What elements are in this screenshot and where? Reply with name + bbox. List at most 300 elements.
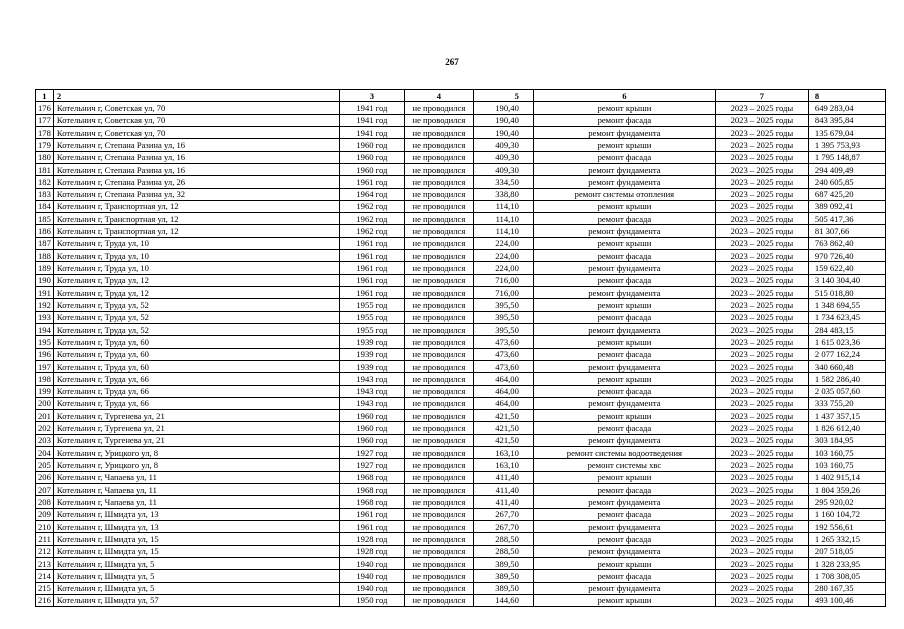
work-type-cell: ремонт системы отопления [533,188,715,200]
work-type-cell: ремонт фасада [533,274,715,286]
cost-cell: 515 018,80 [808,287,885,299]
table-row [36,557,886,569]
row-number-cell: 183 [36,188,54,200]
period-cell: 2023 – 2025 годы [715,102,808,114]
build-year-cell: 1943 год [339,397,404,409]
build-year-cell: 1939 год [339,336,404,348]
area-cell: 409,30 [473,139,533,151]
address-cell: Котельнич г, Тургенева ул, 21 [53,410,339,422]
cost-cell: 340 660,48 [808,360,885,372]
last-repair-cell: не проводился [404,200,473,212]
row-number-cell: 214 [36,570,54,582]
row-number-cell: 192 [36,299,54,311]
table-row [36,225,886,237]
last-repair-cell: не проводился [404,410,473,422]
build-year-cell: 1962 год [339,200,404,212]
cost-cell: 159 622,40 [808,262,885,274]
address-cell: Котельнич г, Шмидта ул, 5 [53,557,339,569]
address-cell: Котельнич г, Шмидта ул, 15 [53,545,339,557]
last-repair-cell: не проводился [404,533,473,545]
last-repair-cell: не проводился [404,163,473,175]
period-cell: 2023 – 2025 годы [715,360,808,372]
address-cell: Котельнич г, Советская ул, 70 [53,102,339,114]
period-cell: 2023 – 2025 годы [715,348,808,360]
area-cell: 190,40 [473,102,533,114]
last-repair-cell: не проводился [404,188,473,200]
address-cell: Котельнич г, Степана Разина ул, 26 [53,176,339,188]
row-number-cell: 188 [36,250,54,262]
area-cell: 473,60 [473,348,533,360]
build-year-cell: 1927 год [339,447,404,459]
cost-cell: 207 518,05 [808,545,885,557]
table-row [36,471,886,483]
cost-cell: 1 348 694,55 [808,299,885,311]
build-year-cell: 1943 год [339,373,404,385]
last-repair-cell: не проводился [404,385,473,397]
period-cell: 2023 – 2025 годы [715,213,808,225]
address-cell: Котельнич г, Труда ул, 10 [53,237,339,249]
area-cell: 389,50 [473,570,533,582]
cost-cell: 505 417,36 [808,213,885,225]
area-cell: 114,10 [473,213,533,225]
area-cell: 163,10 [473,447,533,459]
period-cell: 2023 – 2025 годы [715,126,808,138]
build-year-cell: 1960 год [339,139,404,151]
cost-cell: 2 035 057,60 [808,385,885,397]
period-cell: 2023 – 2025 годы [715,582,808,594]
row-number-cell: 201 [36,410,54,422]
cost-cell: 295 920,02 [808,496,885,508]
build-year-cell: 1928 год [339,533,404,545]
last-repair-cell: не проводился [404,176,473,188]
cost-cell: 1 395 753,93 [808,139,885,151]
area-cell: 190,40 [473,126,533,138]
build-year-cell: 1960 год [339,422,404,434]
cost-cell: 192 556,61 [808,520,885,532]
period-cell: 2023 – 2025 годы [715,250,808,262]
row-number-cell: 179 [36,139,54,151]
row-number-cell: 215 [36,582,54,594]
row-number-cell: 185 [36,213,54,225]
cost-cell: 1 328 233,95 [808,557,885,569]
last-repair-cell: не проводился [404,126,473,138]
area-cell: 395,50 [473,311,533,323]
period-cell: 2023 – 2025 годы [715,262,808,274]
cost-cell: 284 483,15 [808,323,885,335]
work-type-cell: ремонт фундамента [533,360,715,372]
last-repair-cell: не проводился [404,520,473,532]
build-year-cell: 1960 год [339,163,404,175]
build-year-cell: 1928 год [339,545,404,557]
cost-cell: 687 425,20 [808,188,885,200]
row-number-cell: 209 [36,508,54,520]
address-cell: Котельнич г, Шмидта ул, 13 [53,520,339,532]
row-number-cell: 202 [36,422,54,434]
area-cell: 411,40 [473,471,533,483]
build-year-cell: 1940 год [339,570,404,582]
area-cell: 464,00 [473,397,533,409]
work-type-cell: ремонт крыши [533,471,715,483]
cost-cell: 1 826 612,40 [808,422,885,434]
repair-schedule-table [35,89,886,607]
period-cell: 2023 – 2025 годы [715,237,808,249]
cost-cell: 493 100,46 [808,594,885,606]
last-repair-cell: не проводился [404,594,473,606]
last-repair-cell: не проводился [404,323,473,335]
row-number-cell: 195 [36,336,54,348]
work-type-cell: ремонт фундамента [533,520,715,532]
address-cell: Котельнич г, Труда ул, 10 [53,250,339,262]
cost-cell: 649 283,04 [808,102,885,114]
build-year-cell: 1950 год [339,594,404,606]
work-type-cell: ремонт фасада [533,484,715,496]
area-cell: 338,80 [473,188,533,200]
period-cell: 2023 – 2025 годы [715,471,808,483]
address-cell: Котельнич г, Шмидта ул, 5 [53,582,339,594]
build-year-cell: 1960 год [339,434,404,446]
row-number-cell: 187 [36,237,54,249]
address-cell: Котельнич г, Шмидта ул, 5 [53,570,339,582]
cost-cell: 81 307,66 [808,225,885,237]
work-type-cell: ремонт фасада [533,385,715,397]
period-cell: 2023 – 2025 годы [715,496,808,508]
period-cell: 2023 – 2025 годы [715,299,808,311]
table-row [36,348,886,360]
header-col-6: 6 [533,90,715,102]
cost-cell: 843 395,84 [808,114,885,126]
work-type-cell: ремонт фасада [533,348,715,360]
period-cell: 2023 – 2025 годы [715,274,808,286]
build-year-cell: 1939 год [339,348,404,360]
table-row [36,188,886,200]
row-number-cell: 206 [36,471,54,483]
work-type-cell: ремонт фундамента [533,545,715,557]
area-cell: 288,50 [473,533,533,545]
row-number-cell: 199 [36,385,54,397]
period-cell: 2023 – 2025 годы [715,139,808,151]
period-cell: 2023 – 2025 годы [715,287,808,299]
work-type-cell: ремонт фундамента [533,176,715,188]
row-number-cell: 177 [36,114,54,126]
table-row [36,250,886,262]
area-cell: 421,50 [473,434,533,446]
table-row [36,287,886,299]
row-number-cell: 184 [36,200,54,212]
work-type-cell: ремонт фундамента [533,225,715,237]
last-repair-cell: не проводился [404,348,473,360]
header-col-8: 8 [808,90,885,102]
build-year-cell: 1961 год [339,274,404,286]
address-cell: Котельнич г, Труда ул, 12 [53,287,339,299]
address-cell: Котельнич г, Транспортная ул, 12 [53,225,339,237]
build-year-cell: 1962 год [339,213,404,225]
table-row [36,274,886,286]
last-repair-cell: не проводился [404,570,473,582]
work-type-cell: ремонт фасада [533,508,715,520]
work-type-cell: ремонт фундамента [533,496,715,508]
work-type-cell: ремонт крыши [533,373,715,385]
table-row [36,410,886,422]
address-cell: Котельнич г, Советская ул, 70 [53,126,339,138]
build-year-cell: 1940 год [339,557,404,569]
build-year-cell: 1961 год [339,176,404,188]
cost-cell: 3 140 304,40 [808,274,885,286]
build-year-cell: 1968 год [339,471,404,483]
table-row [36,508,886,520]
period-cell: 2023 – 2025 годы [715,557,808,569]
period-cell: 2023 – 2025 годы [715,225,808,237]
address-cell: Котельнич г, Труда ул, 52 [53,299,339,311]
address-cell: Котельнич г, Труда ул, 52 [53,311,339,323]
period-cell: 2023 – 2025 годы [715,114,808,126]
table-row [36,520,886,532]
row-number-cell: 203 [36,434,54,446]
build-year-cell: 1968 год [339,496,404,508]
row-number-cell: 207 [36,484,54,496]
work-type-cell: ремонт фасада [533,151,715,163]
work-type-cell: ремонт крыши [533,200,715,212]
table-row [36,323,886,335]
work-type-cell: ремонт фундамента [533,126,715,138]
table-row [36,385,886,397]
work-type-cell: ремонт фасада [533,570,715,582]
build-year-cell: 1940 год [339,582,404,594]
area-cell: 114,10 [473,200,533,212]
address-cell: Котельнич г, Транспортная ул, 12 [53,200,339,212]
header-col-2: 2 [53,90,339,102]
address-cell: Котельнич г, Степана Разина ул, 16 [53,163,339,175]
row-number-cell: 213 [36,557,54,569]
area-cell: 411,40 [473,484,533,496]
row-number-cell: 197 [36,360,54,372]
build-year-cell: 1961 год [339,262,404,274]
period-cell: 2023 – 2025 годы [715,422,808,434]
table-row [36,484,886,496]
period-cell: 2023 – 2025 годы [715,410,808,422]
build-year-cell: 1961 год [339,237,404,249]
header-col-4: 4 [404,90,473,102]
cost-cell: 763 862,40 [808,237,885,249]
build-year-cell: 1955 год [339,299,404,311]
address-cell: Котельнич г, Труда ул, 60 [53,336,339,348]
row-number-cell: 186 [36,225,54,237]
work-type-cell: ремонт фундамента [533,434,715,446]
area-cell: 716,00 [473,287,533,299]
table-row [36,594,886,606]
period-cell: 2023 – 2025 годы [715,508,808,520]
work-type-cell: ремонт крыши [533,557,715,569]
build-year-cell: 1964 год [339,188,404,200]
address-cell: Котельнич г, Степана Разина ул, 32 [53,188,339,200]
cost-cell: 1 708 308,05 [808,570,885,582]
table-row [36,545,886,557]
last-repair-cell: не проводился [404,237,473,249]
row-number-cell: 189 [36,262,54,274]
address-cell: Котельнич г, Степана Разина ул, 16 [53,151,339,163]
build-year-cell: 1968 год [339,484,404,496]
address-cell: Котельнич г, Шмидта ул, 13 [53,508,339,520]
table-row [36,459,886,471]
area-cell: 224,00 [473,237,533,249]
table-row [36,126,886,138]
last-repair-cell: не проводился [404,311,473,323]
last-repair-cell: не проводился [404,471,473,483]
table-row [36,299,886,311]
table-row [36,533,886,545]
last-repair-cell: не проводился [404,274,473,286]
table-row [36,422,886,434]
period-cell: 2023 – 2025 годы [715,434,808,446]
work-type-cell: ремонт фасада [533,250,715,262]
period-cell: 2023 – 2025 годы [715,336,808,348]
area-cell: 114,10 [473,225,533,237]
build-year-cell: 1927 год [339,459,404,471]
last-repair-cell: не проводился [404,102,473,114]
cost-cell: 389 092,41 [808,200,885,212]
row-number-cell: 216 [36,594,54,606]
last-repair-cell: не проводился [404,459,473,471]
area-cell: 464,00 [473,385,533,397]
address-cell: Котельнич г, Труда ул, 66 [53,373,339,385]
area-cell: 224,00 [473,262,533,274]
table-row [36,397,886,409]
cost-cell: 103 160,75 [808,459,885,471]
period-cell: 2023 – 2025 годы [715,311,808,323]
row-number-cell: 180 [36,151,54,163]
address-cell: Котельнич г, Чапаева ул, 11 [53,471,339,483]
address-cell: Котельнич г, Труда ул, 66 [53,385,339,397]
build-year-cell: 1961 год [339,508,404,520]
work-type-cell: ремонт фундамента [533,582,715,594]
work-type-cell: ремонт фасада [533,114,715,126]
table-row [36,262,886,274]
last-repair-cell: не проводился [404,582,473,594]
period-cell: 2023 – 2025 годы [715,594,808,606]
last-repair-cell: не проводился [404,373,473,385]
period-cell: 2023 – 2025 годы [715,520,808,532]
area-cell: 473,60 [473,360,533,372]
address-cell: Котельнич г, Труда ул, 12 [53,274,339,286]
period-cell: 2023 – 2025 годы [715,373,808,385]
cost-cell: 970 726,40 [808,250,885,262]
last-repair-cell: не проводился [404,139,473,151]
last-repair-cell: не проводился [404,508,473,520]
cost-cell: 103 160,75 [808,447,885,459]
area-cell: 716,00 [473,274,533,286]
address-cell: Котельнич г, Урицкого ул, 8 [53,459,339,471]
build-year-cell: 1960 год [339,151,404,163]
cost-cell: 280 167,35 [808,582,885,594]
address-cell: Котельнич г, Труда ул, 66 [53,397,339,409]
work-type-cell: ремонт крыши [533,410,715,422]
row-number-cell: 182 [36,176,54,188]
table-row [36,496,886,508]
row-number-cell: 190 [36,274,54,286]
cost-cell: 2 077 162,24 [808,348,885,360]
table-row [36,570,886,582]
area-cell: 334,50 [473,176,533,188]
build-year-cell: 1962 год [339,225,404,237]
cost-cell: 135 679,04 [808,126,885,138]
last-repair-cell: не проводился [404,336,473,348]
period-cell: 2023 – 2025 годы [715,385,808,397]
build-year-cell: 1961 год [339,287,404,299]
area-cell: 190,40 [473,114,533,126]
area-cell: 389,50 [473,582,533,594]
work-type-cell: ремонт фундамента [533,323,715,335]
build-year-cell: 1941 год [339,126,404,138]
last-repair-cell: не проводился [404,299,473,311]
area-cell: 473,60 [473,336,533,348]
period-cell: 2023 – 2025 годы [715,188,808,200]
area-cell: 267,70 [473,520,533,532]
table-row [36,151,886,163]
address-cell: Котельнич г, Тургенева ул, 21 [53,422,339,434]
table-row [36,447,886,459]
cost-cell: 1 582 286,40 [808,373,885,385]
table-row [36,213,886,225]
table-row [36,373,886,385]
last-repair-cell: не проводился [404,287,473,299]
address-cell: Котельнич г, Урицкого ул, 8 [53,447,339,459]
row-number-cell: 191 [36,287,54,299]
row-number-cell: 205 [36,459,54,471]
cost-cell: 1 265 332,15 [808,533,885,545]
row-number-cell: 210 [36,520,54,532]
table-row [36,311,886,323]
work-type-cell: ремонт фундамента [533,287,715,299]
area-cell: 395,50 [473,323,533,335]
table-row [36,163,886,175]
area-cell: 464,00 [473,373,533,385]
cost-cell: 1 615 023,36 [808,336,885,348]
period-cell: 2023 – 2025 годы [715,447,808,459]
period-cell: 2023 – 2025 годы [715,545,808,557]
header-col-3: 3 [339,90,404,102]
last-repair-cell: не проводился [404,397,473,409]
build-year-cell: 1939 год [339,360,404,372]
last-repair-cell: не проводился [404,557,473,569]
last-repair-cell: не проводился [404,262,473,274]
last-repair-cell: не проводился [404,213,473,225]
work-type-cell: ремонт фасада [533,422,715,434]
area-cell: 288,50 [473,545,533,557]
cost-cell: 303 184,95 [808,434,885,446]
row-number-cell: 198 [36,373,54,385]
period-cell: 2023 – 2025 годы [715,533,808,545]
row-number-cell: 208 [36,496,54,508]
address-cell: Котельнич г, Труда ул, 60 [53,360,339,372]
table-row [36,582,886,594]
table-row [36,139,886,151]
address-cell: Котельнич г, Шмидта ул, 57 [53,594,339,606]
period-cell: 2023 – 2025 годы [715,570,808,582]
table-body [36,102,886,607]
table-row [36,237,886,249]
row-number-cell: 200 [36,397,54,409]
last-repair-cell: не проводился [404,434,473,446]
period-cell: 2023 – 2025 годы [715,176,808,188]
last-repair-cell: не проводился [404,360,473,372]
cost-cell: 1 795 148,87 [808,151,885,163]
address-cell: Котельнич г, Чапаева ул, 11 [53,496,339,508]
period-cell: 2023 – 2025 годы [715,163,808,175]
area-cell: 163,10 [473,459,533,471]
work-type-cell: ремонт крыши [533,102,715,114]
table-row [36,102,886,114]
work-type-cell: ремонт крыши [533,237,715,249]
address-cell: Котельнич г, Транспортная ул, 12 [53,213,339,225]
